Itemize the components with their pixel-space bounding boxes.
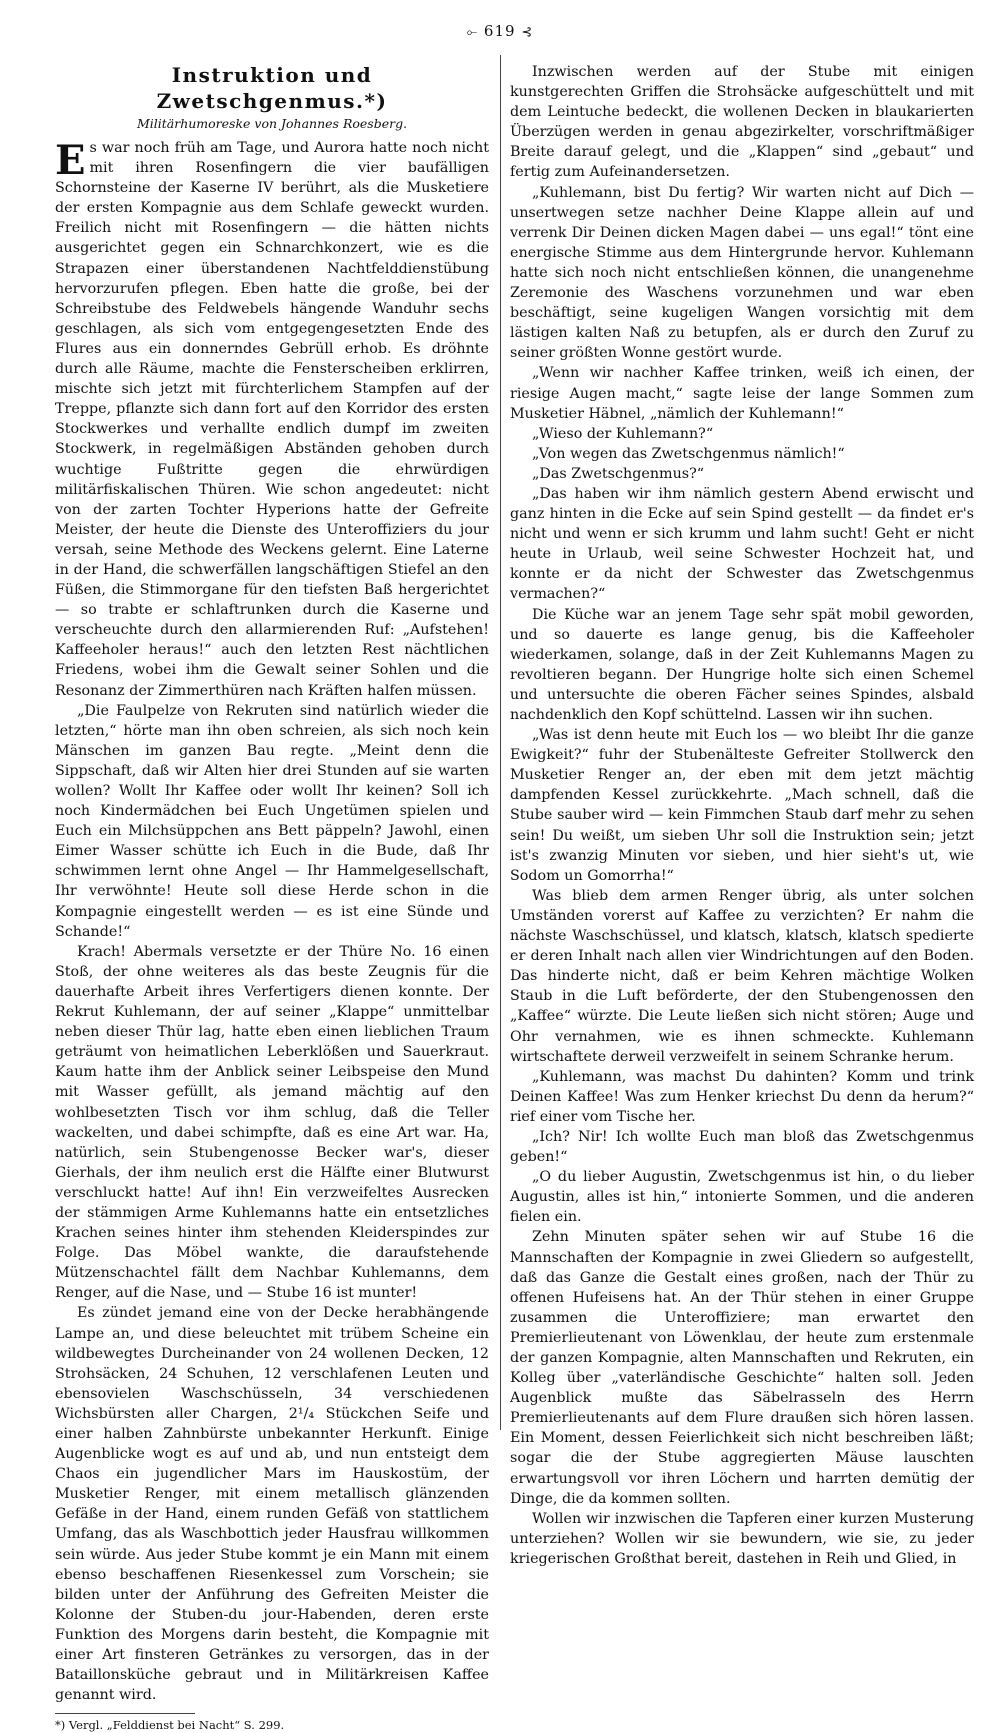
- left-column: [55, 62, 489, 1733]
- paragraph: „Was ist denn heute mit Euch los — wo bleibt Ihr die ganze Ewigkeit?“ fuhr der Stubenälteste Gefreiter Stollwerck den Musketier Renger an, der eben mit dem jetzt mächtig dampfenden Kessel zurückkehrte. „Mach schnell, daß die Stube sauber wird — kein Fimmchen Staub darf mehr zu sehen sein! Du weißt, um sieben Uhr soll die Instruktion sein; jetzt ist's zwanzig Minuten vor sieben, und hier sieht's ut, wie Sodom un Gomorrha!“: [510, 727, 974, 884]
- article-title: Instruktion und Zwetschgenmus.*): [156, 63, 388, 113]
- paragraph: „Wieso der Kuhlemann?“: [532, 425, 714, 442]
- paragraph: Was blieb dem armen Renger übrig, als unter solchen Umständen vorerst auf Kaffee zu verzichten? Er nahm die nächste Waschschüssel, und klatsch, klatsch, klatsch spedierte er deren Inhalt nach allen vier Windrichtungen auf den Boden. Das hinderte nicht, daß er beim Kehren mächtige Wolken Staub in die Luft beförderte, der den Stubengenossen den „Kaffee“ würzte. Die Leute ließen sich nicht stören; Auge und Ohr vernahmen, wie es ihnen schmeckte. Kuhlemann wirtschaftete derweil verzweifelt in seinem Schranke herum.: [510, 887, 974, 1065]
- article-subtitle: Militärhumoreske von Johannes Roesberg.: [136, 116, 408, 131]
- right-ornament: ⊰: [521, 25, 534, 40]
- paragraph: „Das haben wir ihm nämlich gestern Abend erwischt und ganz hinten in die Ecke auf sein Spind gestellt — da findet er's nicht und wenn er sich krumm und lahm sucht! Geht er nicht heute in Urlaub, weil seine Schwester Hochzeit hat, und konnte er da nicht der Schwester das Zwetschgenmus vermachen?“: [510, 485, 974, 603]
- paragraph: Wollen wir inzwischen die Tapferen einer kurzen Musterung unterziehen? Wollen wir sie bewundern, wie sie, zu jeder kriegerischen Großthat bereit, dastehen in Reih und Glied, in: [510, 1510, 974, 1567]
- paragraph: „Ich? Nir! Ich wollte Euch man bloß das Zwetschgenmus geben!“: [510, 1128, 974, 1166]
- paragraph: Die Küche war an jenem Tage sehr spät mobil geworden, und so dauerte es lange genug, bis die Kaffeeholer wiederkamen, solange, daß in der Zeit Kuhlemanns Magen zu revoltieren begann. Der Hungrige holte sich einen Schemel und untersuchte die oberen Fächer seines Spindes, alsbald nachdenklich den Kopf schüttelnd. Lassen wir ihn suchen.: [510, 606, 974, 723]
- right-column: [510, 62, 974, 1569]
- paragraph: Zehn Minuten später sehen wir auf Stube 16 die Mannschaften der Kompagnie in zwei Gliedern so aufgestellt, daß das Ganze die Gestalt eines großen, nach der Thür zu offenen Hufeisens hat. An der Thür stehen in einer Gruppe zusammen die Unteroffiziere; man erwartet den Premierlieutenant von Löwenklau, der heute zum erstenmale der ganzen Kompagnie, alten Mannschaften und Rekruten, ein Kolleg über „vaterländische Geschichte“ halten soll. Jeden Augenblick mußte das Säbelrasseln des Herrn Premierlieutenants auf dem Flure draußen sich hören lassen. Ein Moment, dessen Feierlichkeit sich nicht beschreiben läßt; sogar die der Stube aggregierten Mäuse lauschten erwartungsvoll vor ihren Löchern und harrten demütig der Dinge, die da kommen sollten.: [510, 1229, 974, 1507]
- left-ornament: ⟜: [466, 25, 479, 40]
- paragraph: „O du lieber Augustin, Zwetschgenmus ist hin, o du lieber Augustin, alles ist hin,“ intonierte Sommen, und die anderen fielen ein.: [510, 1169, 974, 1226]
- page-header: [0, 22, 1000, 40]
- paragraph: Krach! Abermals versetzte er der Thüre No. 16 einen Stoß, der ohne weiteres als das beste Zeugnis für die dauerhafte Arbeit ihres Verfertigers dienen konnte. Der Rekrut Kuhlemann, der auf seiner „Klappe“ unmittelbar neben dieser Thür lag, hatte eben einen lieblichen Traum geträumt von heimatlichen Leberklößen und Sauerkraut. Kaum hatte ihm der Anblick seiner Leibspeise den Mund mit Wasser gefüllt, als jemand mächtig auf den wohlbesetzten Tisch vor ihm schlug, daß die Teller wackelten, und dabei schimpfte, daß es eine Art war. Ha, natürlich, sein Stubengenosse Becker war's, dieser Gierhals, der ihm neulich erst die Hälfte einer Blutwurst verschluckt hatte! Auf ihn! Ein verzweifeltes Ausrecken der stämmigen Arme Kuhlemanns hatte ein entsetzliches Krachen seines hinter ihm stehenden Kleiderspindes zur Folge. Das Möbel wankte, die daraufstehende Mützenschachtel fällt dem Nachbar Kuhlemanns, dem Renger, auf die Nase, und — Stube 16 ist munter!: [55, 943, 489, 1302]
- paragraph: Inzwischen werden auf der Stube mit einigen kunstgerechten Griffen die Strohsäcke aufgeschüttelt und mit dem Leintuche bedeckt, die wollenen Decken in blaukarierten Überzügen werden in genau abgezirkelter, vorschriftmäßiger Breite darauf gelegt, und die „Klappen“ sind „gebaut“ und fertig zum Aufeinandersetzen.: [510, 64, 974, 181]
- paragraph: „Kuhlemann, bist Du fertig? Wir warten nicht auf Dich — unsertwegen setze nachher Deine Klappe allein auf und verrenk Dir Deinen dicken Magen dabei — uns egal!“ tönt eine energische Stimme aus dem Hintergrunde hervor. Kuhlemann hatte sich noch nicht entschließen können, die unangenehme Zeremonie des Waschens vorzunehmen und war eben beschäftigt, seine kugeligen Wangen vorsichtig mit dem lästigen kalten Naß zu betupfen, als er durch den Zuruf zu seiner größten Wonne gestört wurde.: [510, 184, 974, 362]
- paragraph: Es zündet jemand eine von der Decke herabhängende Lampe an, und diese beleuchtet mit trübem Scheine ein wildbewegtes Durcheinander von 24 wollenen Decken, 12 Strohsäcken, 24 Schuhen, 12 verschlafenen Leuten und ebensovielen Waschschüsseln, 34 verschiedenen Wichsbürsten aller Chargen, 2¹/₄ Stückchen Seife und einer halben Zahnbürste unbekannter Herkunft. Einige Augenblicke wogt es auf und ab, und nun entsteigt dem Chaos ein jugendlicher Mars im Hauskostüm, der Musketier Renger, mit einem metallisch glänzenden Gefäße in der Hand, einem runden Gefäß von stattlichem Umfang, das als Waschbottich jeder Hausfrau willkommen sein würde. Aus jeder Stube kommt je ein Mann mit einem ebenso beschaffenen Riesenkessel zum Vorschein; sie bilden unter der Anführung des Gefreiten Meister die Kolonne der Stuben-du jour-Habenden, deren erste Funktion des Morgens darin besteht, die Kompagnie mit einer Art finsteren Getränkes zu versorgen, das in der Bataillonsküche gebraut und in Militärkreisen Kaffee genannt wird.: [55, 1305, 489, 1704]
- paragraph: „Kuhlemann, was machst Du dahinten? Komm und trink Deinen Kaffee! Was zum Henker kriechst Du denn da herum?“ rief einer vom Tische her.: [510, 1068, 974, 1125]
- paragraph: „Die Faulpelze von Rekruten sind natürlich wieder die letzten,“ hörte man ihn oben schreien, als sich noch kein Mänschen im ganzen Bau regte. „Meint denn die Sippschaft, daß wir Alten hier drei Stunden auf sie warten wollen? Wollt Ihr Kaffee oder wollt Ihr keinen? Soll ich noch Kindermädchen bei Euch Ungetümen spielen und Euch ein Milchsüppchen ans Bett päppeln? Jawohl, einen Eimer Wasser schütte ich Euch in die Bude, daß Ihr schwimmen lernt ohne Angel — Ihr Hammelgesellschaft, Ihr verwöhnte! Heute soll diese Herde schon in die Kompagnie eingestellt werden — es ist eine Sünde und Schande!“: [55, 702, 489, 940]
- paragraph: „Von wegen das Zwetschgenmus nämlich!“: [532, 445, 845, 462]
- paragraph-text: s war noch früh am Tage, und Aurora hatte noch nicht mit ihren Rosenfingern die vier baufälligen Schornsteine der Kaserne IV berührt, als die Musketiere der ersten Kompagnie aus dem Schlafe geweckt wurden. Freilich nicht mit Rosenfingern — die hätten nichts ausgerichtet gegen ein Schnarchkonzert, wie es die Strapazen einer überstandenen Nachtfelddienstübung hervorzurufen pflegen. Eben hatte die große, bei der Schreibstube des Feldwebels hängende Wanduhr sechs geschlagen, als sich vom entgegengesetzten Ende des Flures aus ein donnerndes Gebrüll erhob. Es dröhnte durch alle Räume, machte die Fensterscheiben erklirren, mischte sich jetzt mit fürchterlichem Stampfen auf der Treppe, pflanzte sich dann fort auf den Korridor des ersten Stockwerkes und verhallte endlich dumpf im zweiten Stockwerk, in regelmäßigen Abständen gehoben durch wuchtige Fußtritte gegen die ehrwürdigen militärfiskalischen Thüren. Wie schon angedeutet: nicht von der zarten Tochter Hyperions hatte der Gefreite Meister, der heute die Dienste des Unteroffiziers du jour versah, seine Methode des Weckens gelernt. Eine Laterne in der Hand, die schwerfällen langschäftigen Stiefel an den Füßen, die Stimmorgane für den tiefsten Baß hergerichtet — so trabte er schlaftrunken durch die Kaserne und verscheuchte durch den allarmierenden Ruf: „Aufstehen! Kaffeeholer heraus!“ auch den letzten Rest nächtlichen Friedens, wobei ihm die Gewalt seiner Sohlen und die Resonanz der Zimmerthüren nach Kräften halfen müssen.: [55, 140, 489, 699]
- footnote: *) Vergl. „Felddienst bei Nacht“ S. 299.: [55, 1718, 285, 1733]
- paragraph: [55, 138, 489, 701]
- paragraph: „Wenn wir nachher Kaffee trinken, weiß ich einen, der riesige Augen macht,“ sagte leise der lange Sommen zum Musketier Häbnel, „nämlich der Kuhlemann!“: [510, 365, 974, 422]
- footnote-rule: [55, 1713, 195, 1714]
- page-number: 619: [483, 22, 516, 40]
- column-divider: [500, 55, 501, 1430]
- paragraph: „Das Zwetschgenmus?“: [532, 465, 705, 482]
- drop-cap: E: [55, 137, 86, 184]
